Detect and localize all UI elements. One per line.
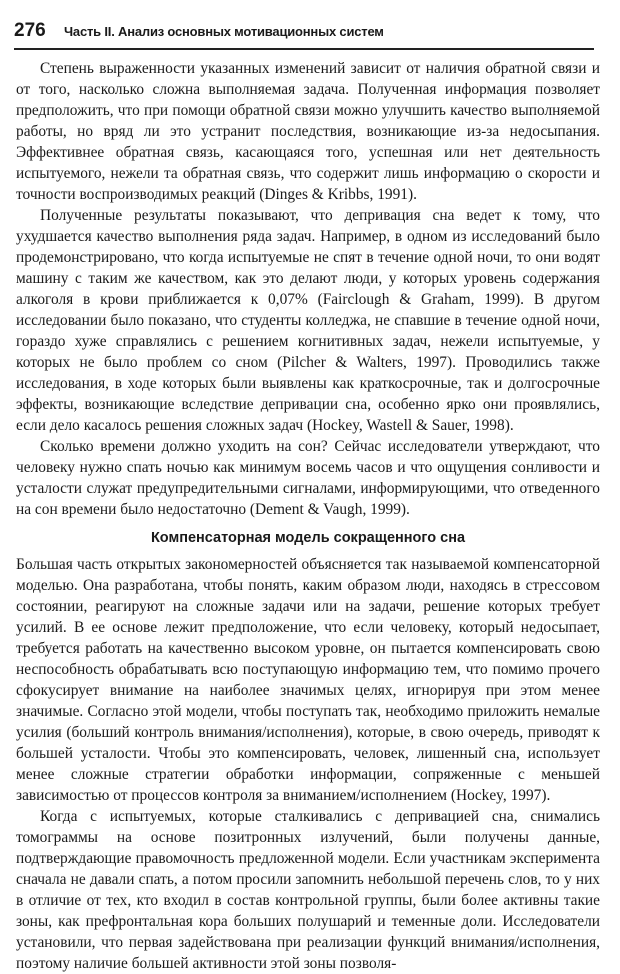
section-heading: Компенсаторная модель сокращенного сна xyxy=(150,530,466,546)
paragraph: Степень выраженности указанных изменений зависит от наличия обратной связи и от того, насколько сложна выполняемая задача. Полученная информация позволяет предположить, что при помощи обратной связи можно улучшить качество выполняемой работы, но вряд ли это устранит последствия, возникающие из-за недосыпания. Эффективнее обратная связь, касающаяся того, успешная или нет деятельность испытуемого, нежели та обратная связь, что содержит лишь информацию о скорости и точности воспроизводимых реакций (Dinges & Kribbs, 1991). xyxy=(16,60,600,203)
page-header xyxy=(14,14,594,50)
page-number: 276 xyxy=(14,20,46,41)
running-title: Часть II. Анализ основных мотивационных систем xyxy=(64,24,384,39)
paragraph: Когда с испытуемых, которые сталкивались с депривацией сна, снимались томограммы на основе позитронных излучений, были получены данные, подтверждающие правомочность предложенной модели. Если участникам эксперимента сначала не давали спать, а потом просили запомнить небольшой перечень слов, то у них в отличие от тех, кто входил в состав контрольной группы, были более активны такие зоны, как префронтальная кора больших полушарий и теменные доли. Исследователи установили, что первая задействована при реализации функций внимания/исполнения, поэтому наличие большей активности этой зоны позволя- xyxy=(16,808,600,972)
paragraph: Большая часть открытых закономерностей объясняется так называемой компенсаторной моделью. Она разработана, чтобы понять, каким образом люди, находясь в стрессовом состоянии, реагируют на сложные задачи или на задачи, решение которых требует усилий. В ее основе лежит предположение, что если человеку, который недосыпает, требуется работать на качественно высоком уровне, он пытается компенсировать свою неспособность обрабатывать всю поступающую информацию тем, что помимо прочего сфокусирует внимание на наиболее значимых целях, игнорируя при этом менее значимые. Согласно этой модели, чтобы поступать так, необходимо приложить немалые усилия (больший контроль внимания/исполнения), которые, в свою очередь, приводят к большей усталости. Чтобы это компенсировать, человек, лишенный сна, использует менее сложные стратегии обработки информации, сопряженные с меньшей зависимостью от процессов контроля за вниманием/исполнением (Hockey, 1997). xyxy=(16,556,600,804)
paragraph: Сколько времени должно уходить на сон? Сейчас исследователи утверждают, что человеку нужно спать ночью как минимум восемь часов и что ощущения сонливости и усталости служат предупредительными сигналами, информирующими, что отведенного на сон времени было недостаточно (Dement & Vaugh, 1999). xyxy=(16,438,600,518)
paragraph: Полученные результаты показывают, что депривация сна ведет к тому, что ухудшается качество выполнения ряда задач. Например, в одном из исследований было продемонстрировано, что когда испытуемые не спят в течение одной ночи, то они водят машину с таким же качеством, как это делают люди, у которых уровень содержания алкоголя в крови приближается к 0,07% (Fairclough & Graham, 1999). В другом исследовании было показано, что студенты колледжа, не спавшие в течение одной ночи, гораздо хуже справлялись с решением когнитивных задач, нежели испытуемые, у которых не было проблем со сном (Pilcher & Walters, 1997). Проводились также исследования, в ходе которых были выявлены как краткосрочные, так и долгосрочные эффекты, возникающие вследствие депривации сна, особенно ярко они проявлялись, если дело касалось решения сложных задач (Hockey, Wastell & Sauer, 1998). xyxy=(16,207,600,434)
body-text xyxy=(16,58,600,974)
